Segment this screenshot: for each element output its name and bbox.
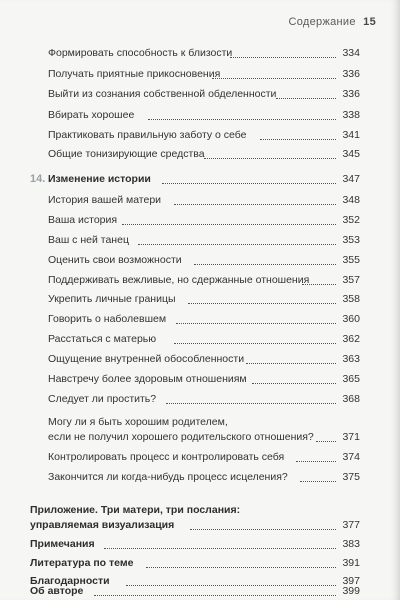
toc-entry bbox=[0, 470, 400, 485]
toc-entry-page: 352 bbox=[342, 214, 360, 226]
toc-entry-title: Укрепить личные границы bbox=[48, 293, 176, 305]
toc-entry-page: 358 bbox=[342, 293, 360, 305]
toc-entry bbox=[0, 273, 400, 288]
toc-entry-title: Контролировать процесс и контролировать себя bbox=[48, 451, 285, 463]
toc-entry-page: 399 bbox=[342, 585, 360, 597]
toc-entry-page: 338 bbox=[342, 109, 360, 121]
toc-entry-page: 336 bbox=[342, 88, 360, 100]
toc-section-title-line1: Приложение. Три матери, три послания: bbox=[30, 504, 241, 516]
toc-entry-page: 377 bbox=[342, 519, 360, 531]
dot-leader bbox=[190, 514, 336, 530]
toc-entry-title: Вбирать хорошее bbox=[48, 109, 135, 121]
toc-section bbox=[0, 584, 400, 599]
toc-entry-title: Ваша история bbox=[48, 214, 118, 226]
toc-entry-title: Поддерживать вежливые, но сдержанные отношения bbox=[48, 274, 310, 286]
toc-entry-page: 375 bbox=[342, 471, 360, 483]
dot-leader bbox=[146, 552, 336, 568]
toc-entry-page: 334 bbox=[342, 47, 360, 59]
toc-entry-title: Навстречу более здоровым отношениям bbox=[48, 373, 247, 385]
dot-leader bbox=[122, 209, 336, 225]
toc-section bbox=[0, 556, 400, 571]
toc-entry-title: Закончится ли когда-нибудь процесс исцеления? bbox=[48, 471, 288, 483]
dot-leader bbox=[162, 168, 336, 184]
toc-entry bbox=[0, 450, 400, 465]
toc-entry-title: Общие тонизирующие средства bbox=[48, 148, 205, 160]
toc-entry-title: Расстаться с матерью bbox=[48, 333, 157, 345]
toc-entry bbox=[0, 46, 400, 61]
toc-entry-page: 383 bbox=[342, 538, 360, 550]
dot-leader bbox=[252, 368, 336, 384]
toc-entry bbox=[0, 87, 400, 102]
toc-entry bbox=[0, 67, 400, 82]
toc-entry-title: История вашей матери bbox=[48, 194, 162, 206]
dot-leader bbox=[176, 308, 336, 324]
toc-entry-page: 365 bbox=[342, 373, 360, 385]
toc-entry-page: 341 bbox=[342, 129, 360, 141]
toc-entry-page: 363 bbox=[342, 353, 360, 365]
toc-entry-title: Говорить о наболевшем bbox=[48, 313, 167, 325]
toc-entry-title: Ваш с ней танец bbox=[48, 234, 129, 246]
dot-leader bbox=[302, 269, 336, 285]
toc-entry-page: 374 bbox=[342, 451, 360, 463]
toc-entry-page: 357 bbox=[342, 274, 360, 286]
toc-entry-page: 353 bbox=[342, 234, 360, 246]
dot-leader bbox=[300, 466, 336, 482]
dot-leader bbox=[230, 42, 336, 58]
dot-leader bbox=[148, 104, 336, 120]
toc-entry bbox=[0, 430, 400, 445]
toc-entry bbox=[0, 292, 400, 307]
dot-leader bbox=[166, 388, 336, 404]
toc-entry-page: 355 bbox=[342, 254, 360, 266]
toc-entry-page: 397 bbox=[342, 575, 360, 587]
toc-entry-page: 362 bbox=[342, 333, 360, 345]
toc-entry-title: Следует ли простить? bbox=[48, 393, 157, 405]
toc-entry-line1 bbox=[0, 415, 400, 430]
toc-entry bbox=[0, 213, 400, 228]
toc-entry-title: Ощущение внутренней обособленности bbox=[48, 353, 245, 365]
toc-entry bbox=[0, 332, 400, 347]
toc-section-title: Благодарности bbox=[30, 575, 110, 587]
dot-leader bbox=[204, 143, 336, 159]
toc-chapter-title: Изменение истории bbox=[48, 173, 151, 185]
toc-entry-title: Получать приятные прикосновения bbox=[48, 68, 221, 80]
dot-leader bbox=[316, 426, 336, 442]
dot-leader bbox=[174, 328, 336, 344]
dot-leader bbox=[94, 580, 336, 596]
dot-leader bbox=[188, 288, 336, 304]
toc-section bbox=[0, 537, 400, 552]
dot-leader bbox=[276, 83, 336, 99]
toc-entry bbox=[0, 108, 400, 123]
page-number: 15 bbox=[363, 16, 376, 28]
chapter-number: 14. bbox=[30, 173, 46, 185]
toc-entry-page: 347 bbox=[342, 173, 360, 185]
toc-entry bbox=[0, 128, 400, 143]
toc-entry-page: 391 bbox=[342, 557, 360, 569]
toc-entry-title-line1: Могу ли я быть хорошим родителем, bbox=[48, 416, 228, 428]
toc-section bbox=[0, 518, 400, 533]
toc-entry-page: 348 bbox=[342, 194, 360, 206]
toc-section-title: Об авторе bbox=[30, 585, 84, 597]
dot-leader bbox=[296, 446, 336, 462]
toc-entry bbox=[0, 147, 400, 162]
section-title: Содержание bbox=[288, 16, 356, 28]
dot-leader bbox=[246, 348, 336, 364]
dot-leader bbox=[104, 533, 336, 549]
toc-entry-page: 368 bbox=[342, 393, 360, 405]
dot-leader bbox=[260, 124, 336, 140]
toc-entry bbox=[0, 372, 400, 387]
toc-entry bbox=[0, 312, 400, 327]
toc-entry-page: 336 bbox=[342, 68, 360, 80]
toc-section-title: Литература по теме bbox=[30, 557, 134, 569]
toc-entry-title: если не получил хорошего родительского отношения? bbox=[48, 431, 314, 443]
toc-entry-title: Выйти из сознания собственной обделенности bbox=[48, 88, 277, 100]
dot-leader bbox=[174, 189, 336, 205]
toc-entry bbox=[0, 392, 400, 407]
toc-section-title: управляемая визуализация bbox=[30, 519, 175, 531]
toc-entry-title: Оценить свои возможности bbox=[48, 254, 182, 266]
toc-entry bbox=[0, 193, 400, 208]
dot-leader bbox=[138, 229, 336, 245]
toc-entry-title: Формировать способность к близости bbox=[48, 47, 233, 59]
toc-entry-page: 345 bbox=[342, 148, 360, 160]
toc-entry bbox=[0, 253, 400, 268]
toc-entry-page: 360 bbox=[342, 313, 360, 325]
toc-entry bbox=[0, 352, 400, 367]
dot-leader bbox=[194, 249, 336, 265]
toc-entry-page: 371 bbox=[342, 431, 360, 443]
toc-entry-title: Практиковать правильную заботу о себе bbox=[48, 129, 247, 141]
dot-leader bbox=[212, 63, 336, 79]
toc-section-title: Примечания bbox=[30, 538, 95, 550]
toc-entry bbox=[0, 233, 400, 248]
toc-chapter bbox=[0, 172, 400, 187]
